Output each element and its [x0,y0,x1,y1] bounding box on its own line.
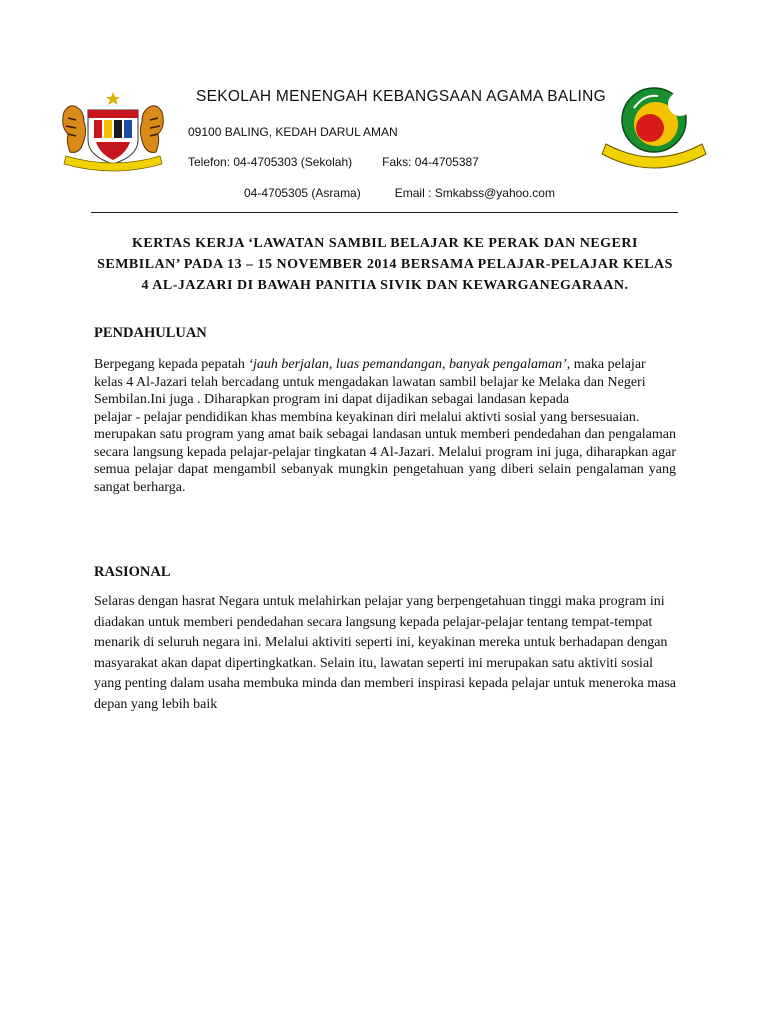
intro-line-3: merupakan satu program yang amat baik sebagai landasan untuk memberi pendedahan dan pengalaman secara langsung kepada pelajar-pelajar tingkatan 4 Al-Jazari. Melalui program ini juga, diharapkan agar semua pelajar dapat mengambil sebanyak mungkin pengetahuan yang diberi selain pengalaman yang sangat berharga. [94,427,676,495]
document-title: KERTAS KERJA ‘LAWATAN SAMBIL BELAJAR KE PERAK DAN NEGERI SEMBILAN’ PADA 13 – 15 NOVEMBER 2014 BERSAMA PELAJAR-PELAJAR KELAS 4 AL-JAZARI DI BAWAH PANITIA SIVIK DAN KEWARGANEGARAAN. [97,236,673,293]
intro-quote: ‘jauh berjalan, luas pemandangan, banyak pengalaman’, [248,357,571,372]
coat-of-arms-logo [58,90,168,172]
school-email: Email : Smkabss@yahoo.com [394,186,555,200]
intro-lead: Berpegang kepada pepatah [94,357,249,372]
contact-hostel-email [244,186,555,200]
intro-line-1 [94,356,676,409]
school-name: SEKOLAH MENENGAH KEBANGSAAN AGAMA BALING [196,88,606,105]
intro-line-1-rest: maka pelajar kelas 4 Al-Jazari telah bercadang untuk mengadakan lawatan sambil belajar ke Melaka dan Negeri Sembilan.Ini juga . Diharapkan program ini dapat dijadikan sebagai landasan kepada [94,357,646,407]
section-heading-intro: PENDAHULUAN [94,325,207,341]
header-divider [91,212,678,213]
school-address: 09100 BALING, KEDAH DARUL AMAN [188,125,398,139]
intro-line-2: pelajar - pelajar pendidikan khas membina keyakinan diri melalui aktivti sosial yang bersesuaian. [94,409,640,425]
hostel-phone: 04-4705305 (Asrama) [244,186,361,200]
rationale-paragraph: Selaras dengan hasrat Negara untuk melahirkan pelajar yang berpengetahuan tinggi maka program ini diadakan untuk memberi pendedahan secara langsung kepada pelajar-pelajar tentang tempat-tempat menarik di seluruh negara ini. Melalui aktiviti seperti ini, keyakinan mereka untuk berhadapan dengan masyarakat akan dapat dipertingkatkan. Selain itu, lawatan seperti ini merupakan satu aktiviti sosial yang penting dalam usaha membuka minda dan memberi inspirasi kepada pelajar untuk meneroka masa depan yang lebih baik [94,594,676,712]
school-phone: Telefon: 04-4705303 (Sekolah) [188,155,353,169]
intro-paragraph [94,356,676,496]
section-heading-rationale: RASIONAL [94,564,171,580]
school-fax: Faks: 04-4705387 [382,155,479,169]
contact-phone-fax [188,155,479,169]
school-logo [600,82,708,172]
